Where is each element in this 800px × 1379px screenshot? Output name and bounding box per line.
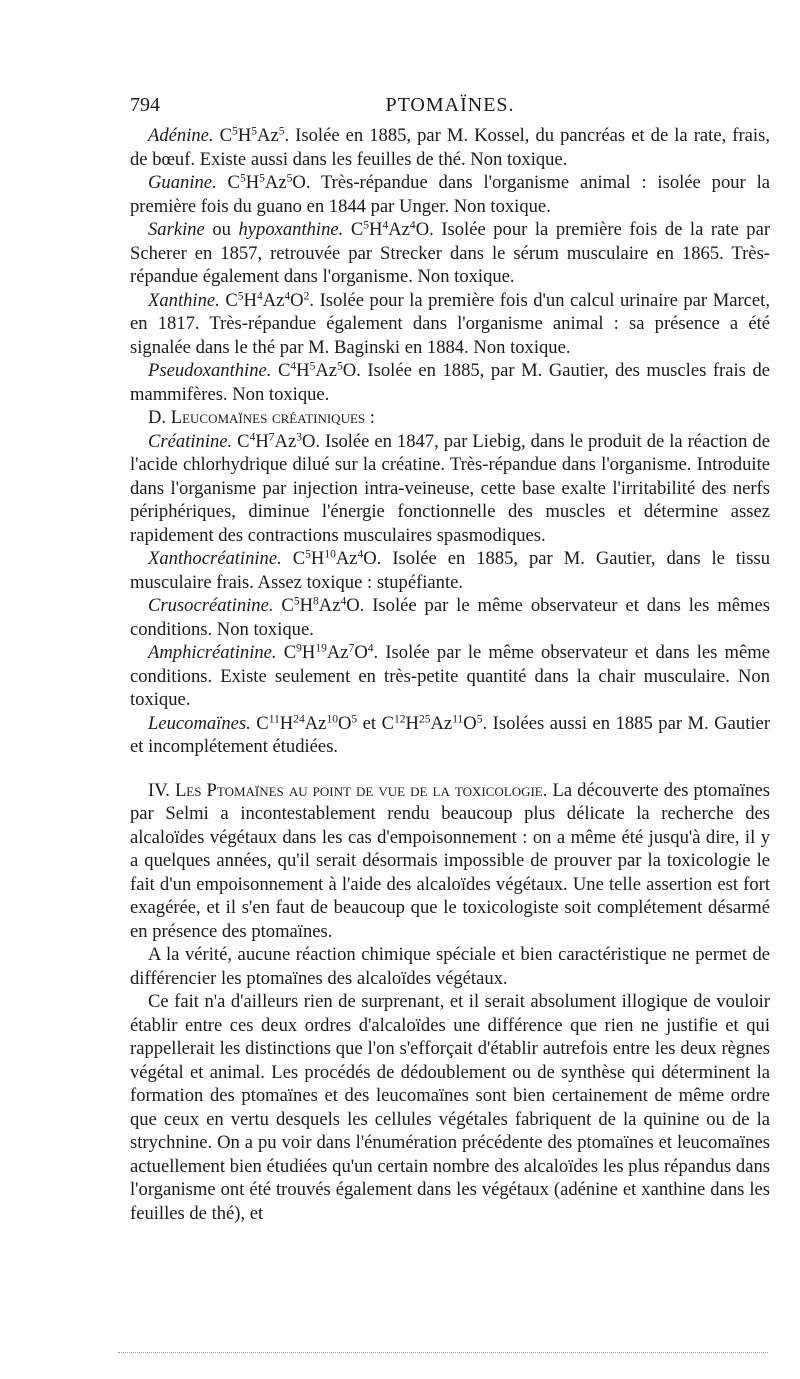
entry-text: Isolée en 1847, par Liebig, dans le produit de la réaction de l'acide chlorhydrique dilué sur la créatine. Très-répandue dans l'organisme. Introduite dans l'organisme par injection intra-veineuse, cette base exalte l'irritabilité des nerfs périphériques, diminue l'énergie fonctionnelle des muscles et détermine assez rapidement des contractions musculaires spasmodiques.	[130, 430, 770, 546]
compound-name: Xanthocréatinine.	[148, 548, 282, 569]
paragraph-text: La découverte des ptomaïnes par Selmi a incontestablement rendu beaucoup plus délicate la recherche des alcaloïdes végétaux dans les cas d'empoisonnement : on a même été jusqu'à dire, il y a quelques années, qu'il serait désormais impossible de prouver par la toxicologie le fait d'un empoisonnement à l'aide des alcaloïdes végétaux. Une telle assertion est fort exagérée, et il s'en faut de beaucoup que le toxicologiste soit complétement désarmé en présence des ptomaïnes.	[130, 779, 770, 942]
entry-text: Isolée par le même observateur et dans les même conditions. Existe seulement en très-petite quantité dans la chair musculaire. Non toxique.	[130, 642, 770, 710]
section-letter: D.	[148, 407, 167, 428]
entry-xanthine	[130, 289, 770, 360]
footer-dotted-rule	[118, 1352, 768, 1353]
compound-name: Créatinine.	[148, 430, 233, 452]
chemical-formula: $C^5H^8Az^4O$.	[281, 595, 365, 616]
running-title: PTOMAÏNES.	[385, 94, 515, 116]
chemical-formula: $C^5H^5Az^5$.	[219, 125, 290, 146]
entry-text: Isolée en 1885, par M. Gautier, des muscles frais de mammifères. Non toxique.	[130, 360, 770, 405]
section-title: Leucomaïnes créatiniques :	[170, 407, 375, 428]
page-body	[130, 124, 770, 1225]
chemical-formula: $C^{11}H^{24}Az^{10}O^5$	[256, 712, 358, 734]
formula-connector: et	[357, 712, 382, 734]
page-number: 794	[130, 94, 160, 116]
entry-crusocreatinine	[130, 594, 770, 641]
entry-text: Très-répandue dans l'organisme animal : isolée pour la première fois du guano en 1844 par Unger. Non toxique.	[130, 172, 770, 217]
entry-creatinine	[130, 430, 770, 548]
chemical-formula: $C^4H^7Az^3O$.	[237, 430, 321, 452]
section-numeral: IV.	[148, 779, 170, 801]
chemical-formula: $C^5H^4Az^4O^2$.	[225, 289, 315, 311]
compound-name-alt: hypoxanthine.	[238, 219, 344, 240]
chemical-formula: $C^4H^5Az^5O$.	[277, 360, 361, 381]
entry-sarkine	[130, 218, 770, 289]
page-header	[130, 94, 770, 120]
body-paragraph: A la vérité, aucune réaction chimique spéciale et bien caractéristique ne permet de différencier les ptomaïnes des alcaloïdes végétaux.	[130, 944, 770, 989]
chemical-formula-2: $C^{12}H^{25}Az^{11}O^5$.	[381, 712, 488, 734]
entry-guanine	[130, 171, 770, 218]
compound-name: Guanine.	[148, 172, 217, 193]
section-title: Les Ptomaïnes au point de vue de la toxicologie.	[174, 779, 548, 801]
compound-name: Adénine.	[148, 125, 214, 146]
entry-amphicreatinine	[130, 641, 770, 712]
entry-text: Isolées aussi en 1885 par M. Gautier et incomplétement étudiées.	[130, 712, 771, 757]
chemical-formula: $C^9H^{19}Az^7O^4$.	[283, 642, 379, 663]
entry-text: Isolée pour la première fois d'un calcul urinaire par Marcet, en 1817. Très-répandue également dans l'organisme animal : sa présence a été signalée dans le thé par M. Baginski en 1884. Non toxique.	[130, 289, 770, 358]
entry-xanthocreatinine	[130, 547, 770, 594]
compound-name: Sarkine	[148, 219, 205, 240]
compound-name: Xanthine.	[148, 289, 220, 311]
section-d-heading	[130, 406, 770, 430]
name-connector: ou	[204, 219, 239, 240]
entry-text: Isolée en 1885, par M. Gautier, dans le tissu musculaire frais. Assez toxique : stupéfiante.	[130, 548, 770, 593]
entry-adenine	[130, 124, 770, 171]
chemical-formula: $C^5H^5Az^5O$.	[227, 172, 311, 193]
compound-name: Pseudoxanthine.	[148, 360, 272, 381]
entry-text: Isolée pour la première fois de la rate par Scherer en 1857, retrouvée par Strecker dans le sérum musculaire en 1865. Très-répandue également dans l'organisme. Non toxique.	[130, 219, 771, 287]
section-iv-paragraph	[130, 779, 770, 944]
chemical-formula: $C^5H^4Az^4O$.	[350, 219, 434, 240]
chemical-formula: $C^5H^{10}Az^4O$.	[292, 548, 382, 569]
entry-leucomaines	[130, 712, 770, 759]
compound-name: Crusocréatinine.	[148, 595, 274, 616]
entry-pseudoxanthine	[130, 359, 770, 406]
entry-text: Isolée en 1885, par M. Kossel, du pancréas et de la rate, frais, de bœuf. Existe aussi dans les feuilles de thé. Non toxique.	[130, 125, 770, 170]
entry-text: Isolée par le même observateur et dans les mêmes conditions. Non toxique.	[130, 595, 770, 640]
body-paragraph: Ce fait n'a d'ailleurs rien de surprenant, et il serait absolument illogique de vouloir établir entre ces deux ordres d'alcaloïdes une différence que rien ne justifie et qui rappellerait les distinctions que l'on s'efforçait d'établir autrefois entre les deux règnes végétal et animal. Les procédés de dédoublement ou de synthèse qui déterminent la formation des ptomaïnes et des leucomaïnes sont bien certainement de même ordre que ceux en vertu desquels les cellules végétales fabriquent de la quinine ou de la strychnine. On a pu voir dans l'énumération précédente des ptomaïnes et leucomaïnes actuellement bien étudiées qu'un certain nombre des alcaloïdes les plus répandus dans l'organisme ont été trouvés également dans les végétaux (adénine et xanthine dans les feuilles de thé), et	[130, 991, 770, 1224]
compound-name: Leucomaïnes.	[148, 712, 251, 734]
compound-name: Amphicréatinine.	[148, 642, 277, 663]
